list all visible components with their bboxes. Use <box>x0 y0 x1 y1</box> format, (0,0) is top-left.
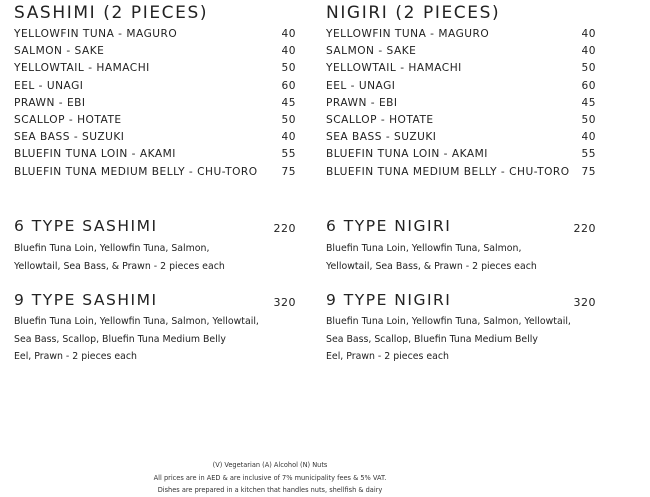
item-name: YELLOWFIN TUNA - MAGURO <box>14 28 178 40</box>
item-name: SALMON - SAKE <box>14 45 105 58</box>
six-type-sashimi-description <box>14 240 225 275</box>
item-name: PRAWN - EBI <box>14 96 86 109</box>
item-price: 40 <box>581 28 596 40</box>
description-line: Bluefin Tuna Loin, Yellowfin Tuna, Salmon, <box>326 243 522 254</box>
menu-footer <box>0 459 540 497</box>
menu-item <box>326 78 596 95</box>
dietary-legend: (V) Vegetarian (A) Alcohol (N) Nuts <box>212 461 328 469</box>
item-price: 50 <box>581 62 596 75</box>
menu-item <box>326 129 596 146</box>
menu-item <box>14 146 296 163</box>
item-price: 50 <box>581 113 596 126</box>
nine-type-sashimi-description <box>14 313 259 366</box>
item-price: 75 <box>581 165 596 178</box>
description-line: Bluefin Tuna Loin, Yellowfin Tuna, Salmon, Yellowtail, <box>14 316 259 327</box>
menu-item <box>14 129 296 146</box>
six-type-sashimi-price: 220 <box>273 222 296 235</box>
item-name: BLUEFIN TUNA LOIN - AKAMI <box>14 148 176 161</box>
description-line: Bluefin Tuna Loin, Yellowfin Tuna, Salmon, Yellowtail, <box>326 316 571 327</box>
menu-item <box>14 112 296 129</box>
item-price: 50 <box>281 62 296 75</box>
item-name: SALMON - SAKE <box>326 45 417 58</box>
item-price: 75 <box>281 165 296 178</box>
nine-type-nigiri-price: 320 <box>573 296 596 309</box>
item-name: EEL - UNAGI <box>14 79 84 92</box>
item-name: SEA BASS - SUZUKI <box>326 131 437 144</box>
six-type-nigiri-price: 220 <box>573 222 596 235</box>
six-type-nigiri-title: 6 TYPE NIGIRI <box>326 217 452 235</box>
nigiri-heading: NIGIRI (2 PIECES) <box>326 3 501 23</box>
description-line: Yellowtail, Sea Bass, & Prawn - 2 pieces each <box>14 260 225 272</box>
item-price: 45 <box>581 96 596 109</box>
item-price: 40 <box>581 45 596 58</box>
item-name: BLUEFIN TUNA LOIN - AKAMI <box>326 148 488 161</box>
item-price: 40 <box>581 131 596 144</box>
item-name: YELLOWTAIL - HAMACHI <box>326 62 462 75</box>
item-price: 55 <box>581 148 596 161</box>
item-name: BLUEFIN TUNA MEDIUM BELLY - CHU-TORO <box>14 165 258 178</box>
sashimi-heading: SASHIMI (2 PIECES) <box>14 3 209 23</box>
menu-item <box>326 112 596 129</box>
item-price: 40 <box>281 131 296 144</box>
menu-item <box>326 146 596 163</box>
item-name: PRAWN - EBI <box>326 96 398 109</box>
item-name: YELLOWFIN TUNA - MAGURO <box>326 28 490 40</box>
nigiri-item-list <box>326 26 596 181</box>
nine-type-sashimi-title: 9 TYPE SASHIMI <box>14 291 158 309</box>
item-price: 40 <box>281 28 296 40</box>
six-type-sashimi-title: 6 TYPE SASHIMI <box>14 217 158 235</box>
menu-item <box>14 43 296 60</box>
menu-item <box>14 78 296 95</box>
description-line: Eel, Prawn - 2 pieces each <box>14 351 137 362</box>
description-line: Yellowtail, Sea Bass, & Prawn - 2 pieces each <box>326 260 537 272</box>
menu-item <box>326 60 596 77</box>
allergen-note: Dishes are prepared in a kitchen that handles nuts, shellfish & dairy <box>157 486 383 494</box>
nine-type-nigiri-description <box>326 313 571 366</box>
description-line: Sea Bass, Scallop, Bluefin Tuna Medium Belly <box>14 333 226 345</box>
item-price: 60 <box>281 79 296 92</box>
item-name: SEA BASS - SUZUKI <box>14 131 125 144</box>
menu-item <box>326 26 596 43</box>
menu-item <box>14 26 296 43</box>
item-name: SCALLOP - HOTATE <box>326 113 434 126</box>
sashimi-item-list <box>14 26 296 181</box>
item-name: YELLOWTAIL - HAMACHI <box>14 62 150 75</box>
nine-type-sashimi-price: 320 <box>273 296 296 309</box>
item-name: EEL - UNAGI <box>326 79 396 92</box>
item-price: 45 <box>281 96 296 109</box>
description-line: Sea Bass, Scallop, Bluefin Tuna Medium Belly <box>326 333 538 345</box>
item-name: SCALLOP - HOTATE <box>14 113 122 126</box>
item-price: 50 <box>281 113 296 126</box>
menu-item <box>14 164 296 181</box>
prices-note: All prices are in AED & are inclusive of 7% municipality fees & 5% VAT. <box>153 473 387 482</box>
description-line: Eel, Prawn - 2 pieces each <box>326 351 449 362</box>
nine-type-nigiri-title: 9 TYPE NIGIRI <box>326 291 452 309</box>
six-type-nigiri-description <box>326 240 537 275</box>
menu-item <box>326 95 596 112</box>
menu-item <box>326 43 596 60</box>
description-line: Bluefin Tuna Loin, Yellowfin Tuna, Salmon, <box>14 243 210 254</box>
menu-item <box>14 60 296 77</box>
item-name: BLUEFIN TUNA MEDIUM BELLY - CHU-TORO <box>326 165 570 178</box>
menu-item <box>14 95 296 112</box>
item-price: 55 <box>281 148 296 161</box>
menu-item <box>326 164 596 181</box>
item-price: 40 <box>281 45 296 58</box>
item-price: 60 <box>581 79 596 92</box>
